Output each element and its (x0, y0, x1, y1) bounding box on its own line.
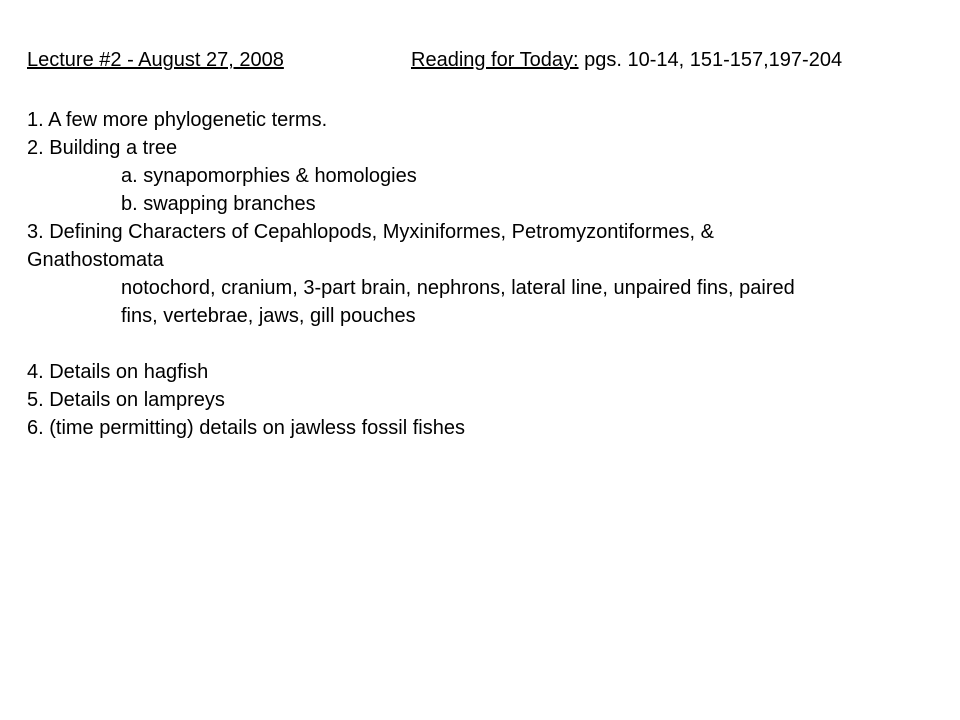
outline-item-1: 1. A few more phylogenetic terms. (27, 109, 328, 131)
reading-assignment (411, 47, 842, 73)
lecture-header-left (27, 47, 284, 73)
outline-item-6: 6. (time permitting) details on jawless fossil fishes (27, 417, 465, 439)
outline-item-5: 5. Details on lampreys (27, 389, 225, 411)
outline-subitem-2b: b. swapping branches (121, 193, 316, 215)
outline-item-3: 3. Defining Characters of Cepahlopods, Myxiniformes, Petromyzontiformes, & (27, 221, 714, 243)
character-list-continued: fins, vertebrae, jaws, gill pouches (121, 305, 416, 327)
outline-subitem-2a: a. synapomorphies & homologies (121, 165, 417, 187)
outline-item-4: 4. Details on hagfish (27, 361, 209, 383)
reading-pages: pgs. 10-14, 151-157,197-204 (578, 49, 843, 71)
reading-label: Reading for Today: (411, 49, 579, 71)
character-list: notochord, cranium, 3-part brain, nephrons, lateral line, unpaired fins, paired (121, 277, 795, 299)
outline-item-3-continued: Gnathostomata (27, 249, 164, 271)
outline-item-2: 2. Building a tree (27, 137, 178, 159)
lecture-title: Lecture #2 - August 27, 2008 (27, 49, 284, 71)
